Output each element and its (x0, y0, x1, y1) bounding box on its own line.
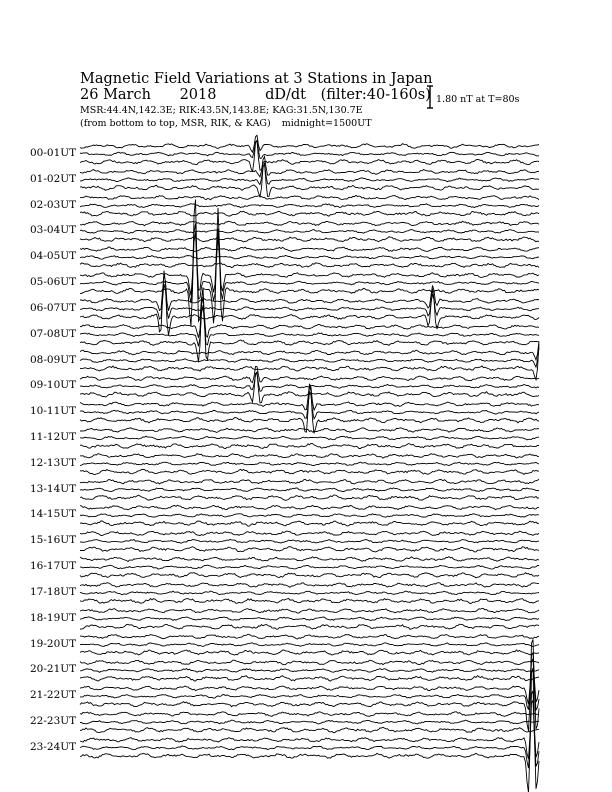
row-label-09-10UT: 09-10UT (30, 379, 77, 392)
trace-rik-03-04UT (80, 230, 539, 234)
trace-kag-05-06UT (80, 223, 539, 295)
stations-coordinates: MSR:44.4N,142.3E; RIK:43.5N,143.8E; KAG:31.5N,130.7E (80, 105, 363, 116)
trace-rik-18-19UT (80, 617, 539, 621)
row-label-15-16UT: 15-16UT (30, 534, 77, 547)
row-label-00-01UT: 00-01UT (30, 147, 77, 159)
trace-msr-16-17UT (80, 573, 539, 578)
trace-msr-03-04UT (80, 237, 539, 242)
row-label-22-23UT: 22-23UT (30, 715, 77, 728)
row-label-20-21UT: 20-21UT (30, 663, 77, 676)
trace-msr-22-23UT (80, 727, 539, 732)
row-label-23-24UT: 23-24UT (30, 740, 77, 753)
trace-rik-17-18UT (80, 591, 539, 595)
row-label-18-19UT: 18-19UT (30, 611, 77, 624)
trace-msr-14-15UT (80, 521, 539, 526)
trace-msr-13-14UT (80, 495, 539, 500)
trace-msr-19-20UT (80, 650, 539, 655)
trace-kag-11-12UT (80, 428, 539, 433)
trace-kag-00-01UT (80, 135, 539, 152)
trace-rik-01-02UT (80, 164, 539, 184)
trace-msr-11-12UT (80, 443, 539, 448)
date-month: March (103, 87, 151, 103)
trace-msr-17-18UT (80, 598, 539, 603)
row-label-02-03UT: 02-03UT (30, 198, 77, 211)
trace-kag-03-04UT (80, 221, 539, 226)
trace-kag-18-19UT (80, 608, 539, 613)
trace-msr-10-11UT (80, 385, 539, 433)
row-label-01-02UT: 01-02UT (30, 172, 77, 185)
trace-msr-20-21UT (80, 676, 539, 681)
row-label-16-17UT: 16-17UT (30, 560, 77, 573)
trace-kag-19-20UT (80, 634, 539, 639)
row-label-08-09UT: 08-09UT (30, 353, 77, 366)
trace-rik-14-15UT (80, 514, 539, 517)
row-label-13-14UT: 13-14UT (30, 482, 77, 495)
trace-rik-22-23UT (80, 720, 539, 724)
trace-rik-20-21UT (80, 669, 539, 673)
trace-kag-15-16UT (80, 531, 539, 536)
trace-kag-14-15UT (80, 505, 539, 510)
row-label-07-08UT: 07-08UT (30, 327, 77, 340)
row-label-03-04UT: 03-04UT (30, 224, 77, 237)
trace-kag-20-21UT (80, 660, 539, 665)
trace-rik-12-13UT (80, 462, 539, 465)
row-label-12-13UT: 12-13UT (30, 456, 77, 469)
trace-kag-13-14UT (80, 479, 539, 484)
midnight-note: midnight=1500UT (281, 118, 372, 129)
trace-kag-17-18UT (80, 583, 539, 588)
trace-kag-02-03UT (80, 195, 539, 200)
trace-kag-22-23UT (80, 712, 539, 717)
trace-msr-15-16UT (80, 547, 539, 552)
trace-msr-05-06UT (80, 200, 539, 327)
trace-msr-02-03UT (80, 211, 539, 216)
row-label-06-07UT: 06-07UT (30, 301, 77, 314)
trace-kag-08-09UT (80, 341, 539, 360)
date-day: 26 (80, 87, 99, 103)
row-label-14-15UT: 14-15UT (30, 508, 77, 521)
trace-rik-04-05UT (80, 255, 539, 259)
row-label-17-18UT: 17-18UT (30, 585, 77, 598)
chart-title: Magnetic Field Variations at 3 Stations in Japan (80, 71, 433, 87)
trace-rik-13-14UT (80, 488, 539, 492)
trace-kag-12-13UT (80, 454, 539, 459)
scale-label: 1.80 nT at T=80s (436, 94, 520, 105)
trace-kag-04-05UT (80, 247, 539, 252)
row-label-19-20UT: 19-20UT (30, 637, 77, 650)
row-label-10-11UT: 10-11UT (30, 405, 77, 418)
trace-msr-04-05UT (80, 263, 539, 268)
trace-rik-02-03UT (80, 204, 539, 208)
filter-label: (filter:40-160s) (320, 87, 431, 103)
order-note: (from bottom to top, MSR, RIK, & KAG) (80, 118, 271, 129)
trace-msr-07-08UT (80, 287, 539, 362)
row-label-21-22UT: 21-22UT (30, 689, 77, 702)
row-label-04-05UT: 04-05UT (30, 250, 77, 263)
trace-msr-18-19UT (80, 624, 539, 629)
trace-rik-11-12UT (80, 436, 539, 440)
row-label-05-06UT: 05-06UT (30, 276, 77, 289)
trace-rik-15-16UT (80, 539, 539, 543)
trace-rik-19-20UT (80, 643, 539, 647)
scale-bar (427, 86, 433, 108)
trace-kag-01-02UT (80, 157, 539, 177)
trace-msr-12-13UT (80, 469, 539, 474)
trace-rik-08-09UT (80, 348, 539, 368)
component-label: dD/dt (265, 87, 306, 103)
date-year: 2018 (179, 87, 217, 103)
trace-rik-00-01UT (80, 141, 539, 159)
trace-rik-23-24UT (80, 700, 539, 768)
trace-rik-16-17UT (80, 565, 539, 569)
row-label-11-12UT: 11-12UT (30, 431, 77, 444)
trace-rik-21-22UT (80, 659, 539, 710)
trace-kag-16-17UT (80, 557, 539, 562)
